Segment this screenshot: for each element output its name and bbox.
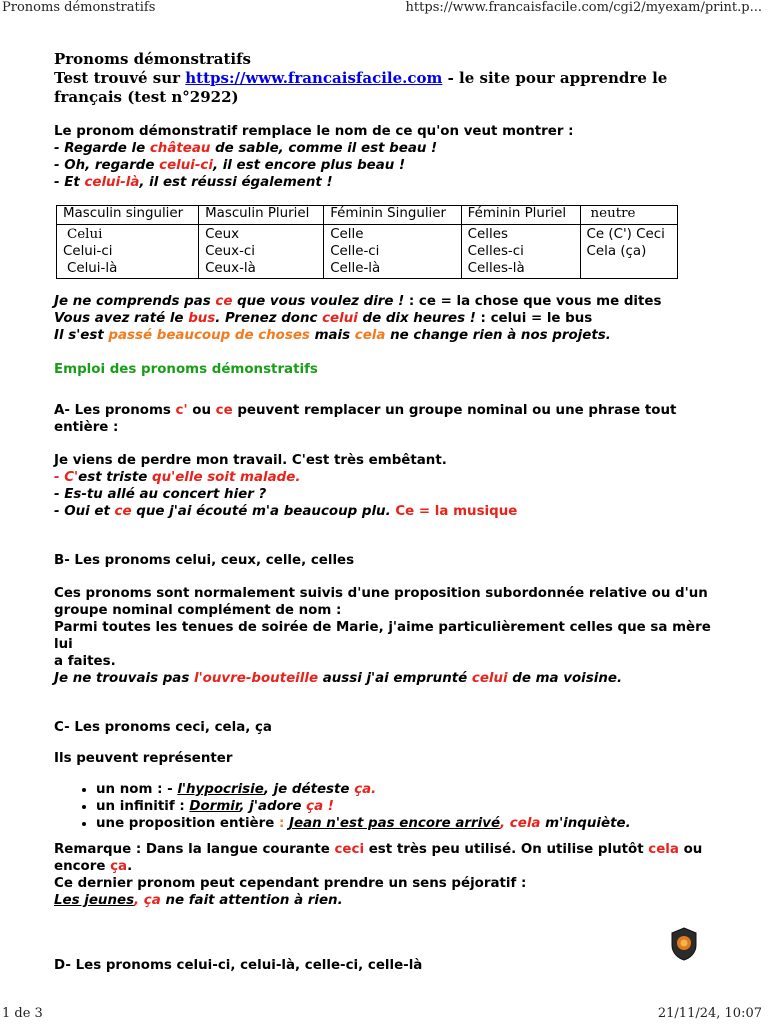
pronoun-table <box>56 205 678 279</box>
intro-line: Le pronom démonstratif remplace le nom de ce qu'on veut montrer : <box>54 124 574 139</box>
section-c-list <box>54 781 714 832</box>
intro-example-1: - Regarde le château de sable, comme il est beau ! <box>54 141 438 156</box>
intro-block <box>54 123 714 191</box>
example-line-1: Je ne comprends pas ce que vous voulez dire ! : ce = la chose que vous me dites <box>54 294 662 309</box>
section-b-heading: B- Les pronoms celui, ceux, celle, celles <box>54 553 355 568</box>
section-c-heading: C- Les pronoms ceci, cela, ça <box>54 720 272 735</box>
table-header: Féminin Pluriel <box>461 206 580 225</box>
section-a <box>54 402 714 520</box>
section-a-line-5: - Es-tu allé au concert hier ? <box>54 487 267 502</box>
list-item: • un infinitif : Dormir, j'adore ça ! <box>96 798 714 815</box>
table-header: Masculin Pluriel <box>199 206 324 225</box>
page-title <box>54 50 714 107</box>
print-footer-datetime: 21/11/24, 10:07 <box>657 1006 762 1021</box>
table-header: Masculin singulier <box>57 206 199 225</box>
table-header: neutre <box>580 206 677 225</box>
table-header-row <box>57 206 678 225</box>
section-a-line-4: - C'est triste qu'elle soit malade. <box>54 470 301 485</box>
remarque-line-4: Les jeunes, ça ne fait attention à rien. <box>54 893 343 908</box>
site-link[interactable]: https://www.francaisfacile.com <box>185 69 443 87</box>
remarque-line-3: Ce dernier pronom peut cependant prendre un sens péjoratif : <box>54 876 527 891</box>
section-a-line-6: - Oui et ce que j'ai écouté m'a beaucoup plu. Ce = la musique <box>54 504 518 519</box>
section-a-line-1: A- Les pronoms c' ou ce peuvent remplacer un groupe nominal ou une phrase tout <box>54 403 677 418</box>
remarque-line-1: Remarque : Dans la langue courante ceci est très peu utilisé. On utilise plutôt cela ou <box>54 842 703 857</box>
section-b-line: groupe nominal complément de nom : <box>54 603 342 618</box>
intro-example-3: - Et celui-là, il est réussi également ! <box>54 175 333 190</box>
table-cell-fem-plur: Celles Celles-ci Celles-là <box>461 225 580 279</box>
table-cell-neutre: Ce (C') Ceci Cela (ça) <box>580 225 677 279</box>
table-cell-masc-plur: Ceux Ceux-ci Ceux-là <box>199 225 324 279</box>
intro-example-2: - Oh, regarde celui-ci, il est encore plus beau ! <box>54 158 406 173</box>
table-cell-masc-sing: Celui Celui-ci Celui-là <box>57 225 199 279</box>
emploi-heading: Emploi des pronoms démonstratifs <box>54 362 318 377</box>
print-header-title: Pronoms démonstratifs <box>2 0 156 15</box>
examples-block <box>54 293 714 344</box>
section-d-heading: D- Les pronoms celui-ci, celui-là, celle-ci, celle-là <box>54 958 423 973</box>
section-b-line: Parmi toutes les tenues de soirée de Marie, j'aime particulièrement celles que sa mère lui <box>54 620 711 652</box>
section-b-line: Ces pronoms sont normalement suivis d'une proposition subordonnée relative ou d'un <box>54 586 708 601</box>
table-cell-fem-sing: Celle Celle-ci Celle-là <box>324 225 461 279</box>
table-row <box>57 225 678 279</box>
example-line-3: Il s'est passé beaucoup de choses mais cela ne change rien à nos projets. <box>54 328 611 343</box>
title-line-1: Pronoms démonstratifs <box>54 50 251 68</box>
section-b-line: a faites. <box>54 654 116 669</box>
document-body <box>54 50 714 974</box>
print-header-url: https://www.francaisfacile.com/cgi2/myexam/print.p... <box>405 0 762 15</box>
title-prefix: Test trouvé sur <box>54 69 186 87</box>
table-header: Féminin Singulier <box>324 206 461 225</box>
title-line-2 <box>54 69 714 88</box>
example-line-2: Vous avez raté le bus. Prenez donc celui de dix heures ! : celui = le bus <box>54 311 593 326</box>
shield-badge-icon[interactable] <box>670 927 698 961</box>
section-b-example: Je ne trouvais pas l'ouvre-bouteille aussi j'ai emprunté celui de ma voisine. <box>54 671 623 686</box>
section-a-line-3: Je viens de perdre mon travail. C'est très embêtant. <box>54 453 447 468</box>
section-a-line-2: entière : <box>54 420 119 435</box>
print-footer-page: 1 de 3 <box>2 1006 43 1021</box>
list-item: • un nom : - l'hypocrisie, je déteste ça. <box>96 781 714 798</box>
list-item: • une proposition entière : Jean n'est pas encore arrivé, cela m'inquiète. <box>96 815 714 832</box>
title-line-3: français (test n°2922) <box>54 88 239 106</box>
remarque-line-2: encore ça. <box>54 859 133 874</box>
section-b <box>54 585 714 687</box>
section-c-intro: Ils peuvent représenter <box>54 751 233 766</box>
remarque-block <box>54 841 714 909</box>
title-suffix: - le site pour apprendre le <box>442 69 668 87</box>
